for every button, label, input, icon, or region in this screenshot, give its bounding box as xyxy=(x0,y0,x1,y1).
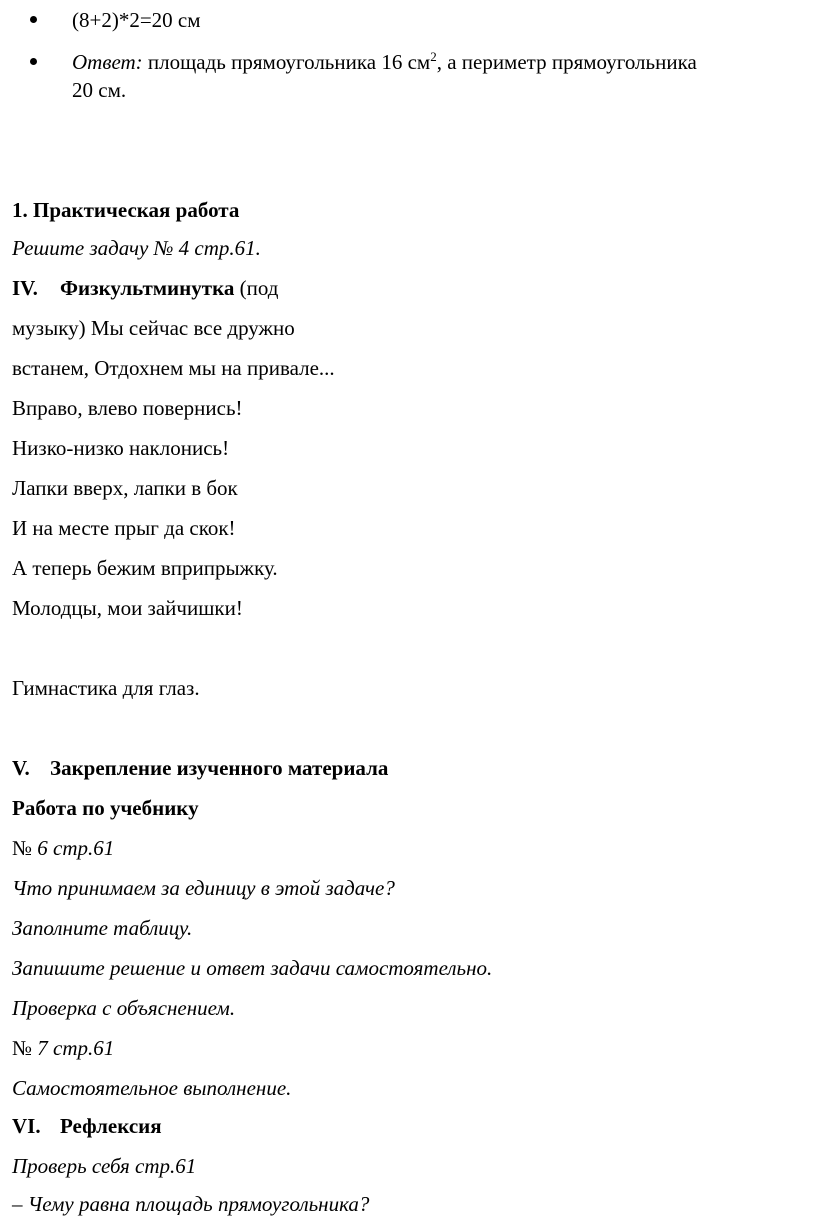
section5-heading-line xyxy=(12,756,388,780)
eye-gymnastics: Гимнастика для глаз. xyxy=(12,676,200,700)
heading-after: (под xyxy=(234,276,279,300)
poem-line: А теперь бежим вприпрыжку. xyxy=(12,556,278,580)
poem-line: встанем, Отдохнем мы на привале... xyxy=(12,356,335,380)
practice-heading: 1. Практическая работа xyxy=(12,198,240,222)
answer-text: площадь прямоугольника 16 см xyxy=(142,50,431,74)
section-number: V. xyxy=(12,756,30,780)
bullet-dot xyxy=(30,58,37,65)
practice-task: Решите задачу № 4 стр.61. xyxy=(12,236,261,260)
section-number: VI. xyxy=(12,1114,41,1138)
poem-line: Лапки вверх, лапки в бок xyxy=(12,476,238,500)
instruction-line: Запишите решение и ответ задачи самостоятельно. xyxy=(12,956,493,980)
subheading: Работа по учебнику xyxy=(12,796,199,820)
answer-text-cont: , а периметр прямоугольника xyxy=(436,50,697,74)
task-7 xyxy=(12,1036,114,1060)
bullet-dot xyxy=(30,16,37,23)
task-6 xyxy=(12,836,114,860)
phys-heading-line xyxy=(12,276,278,300)
poem-line: Низко-низко наклонись! xyxy=(12,436,230,460)
bullet-text-line2: 20 см. xyxy=(72,78,127,102)
section6-heading-line xyxy=(12,1114,162,1138)
answer-label: Ответ: xyxy=(72,50,143,74)
check-line: Проверь себя стр.61 xyxy=(12,1154,197,1178)
bullet-text: (8+2)*2=20 см xyxy=(72,8,201,32)
section-number: IV. xyxy=(12,276,38,300)
poem-line: Вправо, влево повернись! xyxy=(12,396,243,420)
instruction-line: Заполните таблицу. xyxy=(12,916,193,940)
poem-line: Молодцы, мои зайчишки! xyxy=(12,596,243,620)
section-heading: Закрепление изученного материала xyxy=(50,756,389,780)
number-sign: № xyxy=(12,1036,33,1060)
bullet-text xyxy=(72,50,697,74)
superscript: 2 xyxy=(430,49,437,64)
section-heading: Рефлексия xyxy=(60,1114,162,1138)
number-sign: № xyxy=(12,836,33,860)
instruction-line: Проверка с объяснением. xyxy=(12,996,236,1020)
instruction-line: Самостоятельное выполнение. xyxy=(12,1076,292,1100)
instruction-line: Что принимаем за единицу в этой задаче? xyxy=(12,876,395,900)
poem-line: музыку) Мы сейчас все дружно xyxy=(12,316,295,340)
task-ref: 7 стр.61 xyxy=(32,1036,115,1060)
poem-line: И на месте прыг да скок! xyxy=(12,516,236,540)
section-heading: Физкультминутка xyxy=(60,276,235,300)
question-line: – Чему равна площадь прямоугольника? xyxy=(12,1192,370,1216)
task-ref: 6 стр.61 xyxy=(32,836,115,860)
